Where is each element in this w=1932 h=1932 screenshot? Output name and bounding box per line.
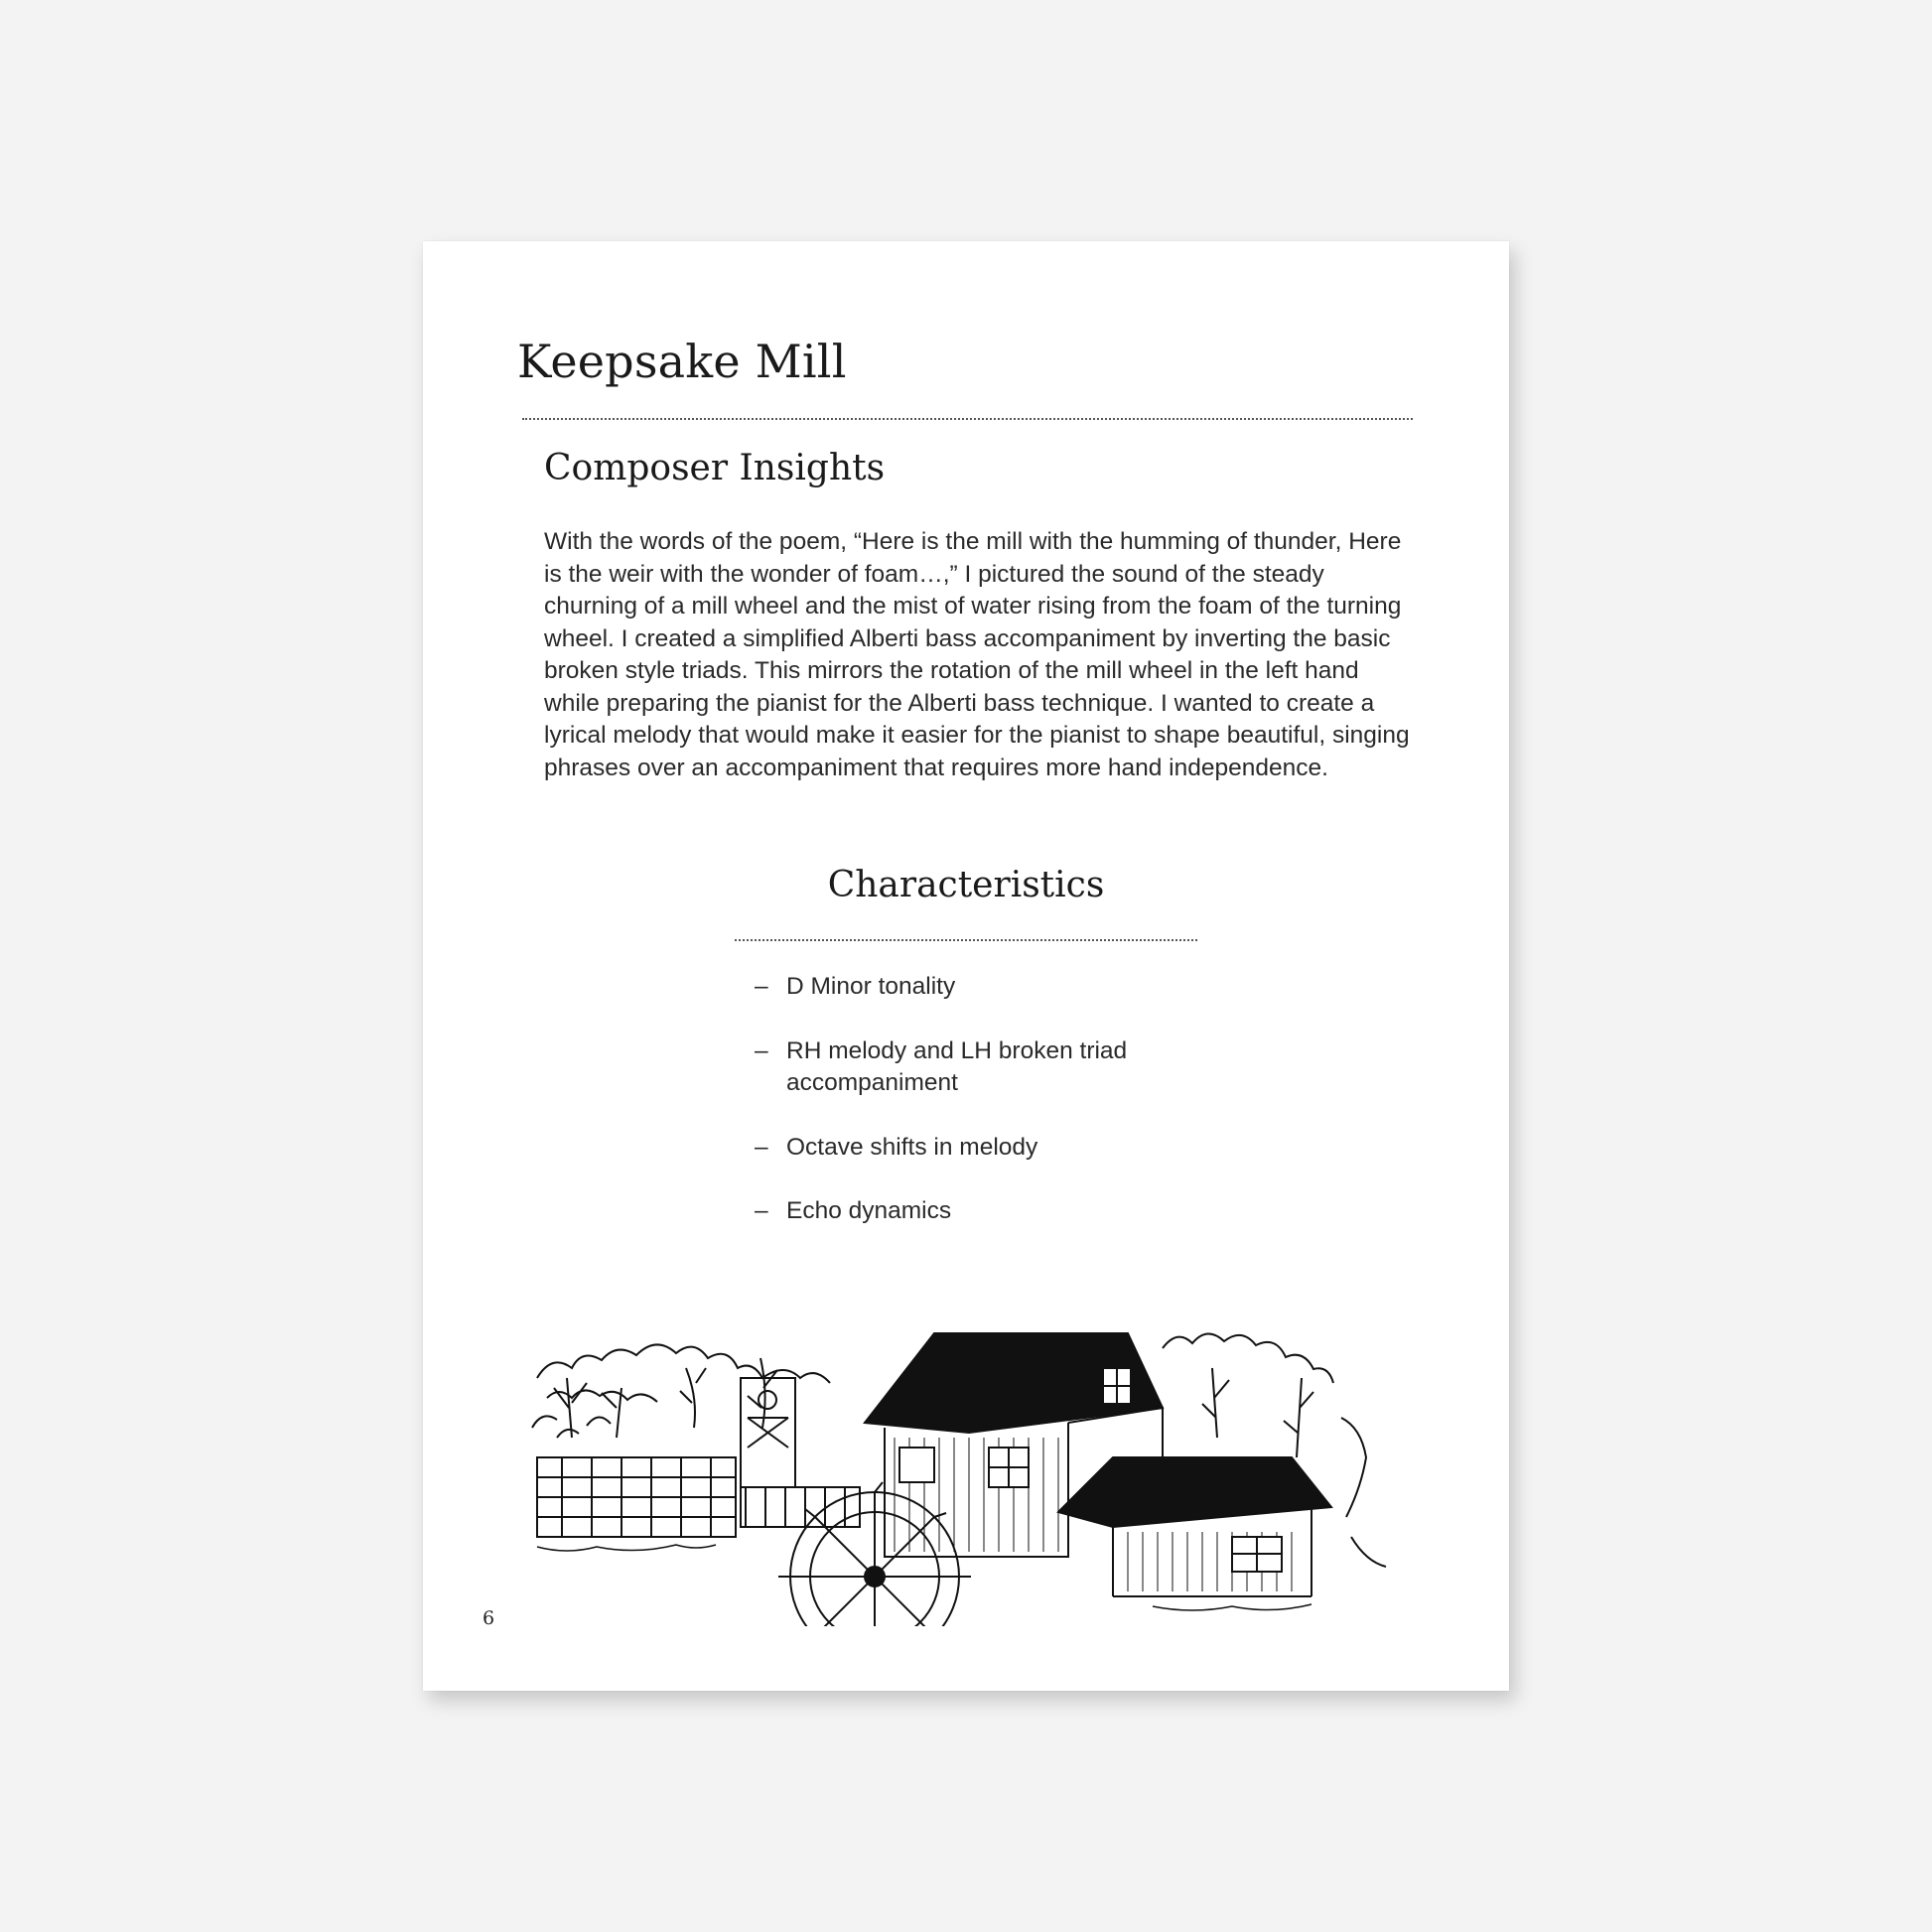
list-item	[755, 1035, 1211, 1100]
list-item-text: RH melody and LH broken triad accompaniment	[786, 1036, 1128, 1096]
dash-bullet: –	[755, 1197, 768, 1224]
page-number: 6	[483, 1607, 495, 1629]
insights-paragraph: With the words of the poem, “Here is the mill with the humming of thunder, Here is the weir with the wonder of foam…,” I pictured the sound of the steady churning of a mill wheel and the mist of water rising from the foam of the turning wheel. I created a simplified Alberti bass accompaniment by inverting the basic broken style triads. This mirrors the rotation of the mill wheel in the left hand while preparing the pianist for the Alberti bass technique. I wanted to create a lyrical melody that would make it easier for the pianist to shape beautiful, singing phrases over an accompaniment that requires more hand independence.	[544, 528, 1410, 781]
insights-heading: Composer Insights	[544, 448, 886, 488]
dash-bullet: –	[755, 973, 768, 1000]
characteristics-divider	[735, 939, 1197, 941]
dash-bullet: –	[755, 1036, 768, 1064]
page-title: Keepsake Mill	[517, 335, 847, 388]
list-item-text: Echo dynamics	[786, 1197, 952, 1224]
list-item	[755, 971, 1211, 1004]
list-item-text: D Minor tonality	[786, 973, 956, 1000]
title-divider	[522, 418, 1413, 420]
dash-bullet: –	[755, 1133, 768, 1161]
list-item	[755, 1132, 1211, 1165]
list-item	[755, 1195, 1211, 1228]
mill-illustration-icon	[517, 1309, 1411, 1626]
book-page	[423, 241, 1509, 1691]
list-item-text: Octave shifts in melody	[786, 1133, 1038, 1161]
characteristics-list	[755, 971, 1211, 1260]
characteristics-heading: Characteristics	[827, 865, 1105, 905]
